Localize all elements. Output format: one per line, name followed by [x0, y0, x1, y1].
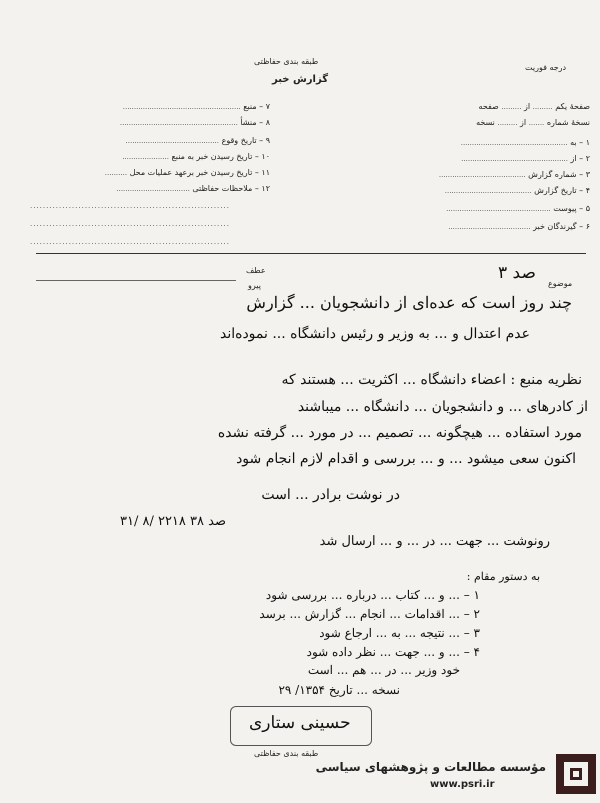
field-label: ۹ – تاریخ وقوع	[221, 136, 270, 145]
classification-label-top: طبقه بندی حفاظتی	[254, 57, 319, 66]
body-line: از کادرهای ... و دانشجویان ... دانشگاه ... میباشند	[297, 399, 588, 415]
body-line: اکنون سعی میشود ... و ... بررسی و اقدام لازم انجام شود	[236, 451, 576, 467]
field-label: ۱۱ – تاریخ رسیدن خبر برعهد عملیات محل	[129, 168, 270, 177]
field-label: ۶ – گیرندگان خبر	[533, 222, 590, 231]
field-to: ۱ – به ................................................	[460, 138, 590, 147]
field-label: ۱۲ – ملاحظات حفاظتی	[192, 184, 270, 193]
copy-line: رونوشت ... جهت ... در ... و ... ارسال شد	[319, 534, 550, 549]
field-from: ۲ – از ................................................	[461, 154, 590, 163]
instruction-footer: نسخه ... تاریخ ۱۳۵۴/ ۲۹	[278, 683, 400, 697]
field-label: ۱ – به	[570, 138, 590, 147]
instruction-item: ۲ – ... اقدامات ... انجام ... گزارش ... برسد	[259, 607, 480, 621]
institute-name: مؤسسه مطالعات و پژوهشهای سیاسی	[315, 760, 546, 774]
signature-text: حسینی ستاری	[249, 713, 351, 733]
ref-line	[36, 280, 236, 281]
field-label: صفحهٔ یکم	[555, 102, 590, 111]
notes-dots: ..............................................................	[30, 202, 230, 210]
instructions-heading: به دستور مقام :	[466, 570, 540, 583]
body-closing: در نوشت برادر ... است	[261, 487, 400, 503]
field-label: ۴ – تاریخ گزارش	[534, 186, 590, 195]
field-label: ۲ – از	[570, 154, 590, 163]
body-line: مورد استفاده ... هیچگونه ... تصمیم ... در مورد ... گرفته نشده	[217, 425, 582, 441]
subject-value: صد ۳	[498, 263, 536, 283]
body-line: نظریه منبع : اعضاء دانشگاه ... اکثریت ... هستند که	[281, 372, 582, 388]
field-origin: ۸ – منشأ .....................................................	[119, 118, 270, 127]
instruction-note: خود وزیر ... در ... هم ... است	[307, 663, 460, 677]
field-label: ۳ – شماره گزارش	[528, 170, 590, 179]
field-copy-number: نسخهٔ شماره ....... از ......... نسخه	[476, 118, 590, 127]
field-extra: از	[523, 102, 531, 111]
field-label: نسخهٔ شماره	[546, 118, 590, 127]
field-label: ۷ – منبع	[243, 102, 270, 111]
field-extra2: صفحه	[478, 102, 499, 111]
signature-stamp	[230, 706, 372, 746]
field-security-notes: ۱۲ – ملاحظات حفاظتی .................................	[116, 184, 270, 193]
body-line: چند روز است که عده‌ای از دانشجویان ... گزارش	[246, 293, 572, 312]
field-occurrence-date: ۹ – تاریخ وقوع ..........................................	[125, 136, 270, 145]
form-title: گزارش خبر	[272, 74, 329, 85]
attachment-label: پیرو	[248, 281, 261, 290]
field-attachment: ۵ – پیوست ...............................................	[446, 204, 590, 213]
field-label: ۱۰ – تاریخ رسیدن خبر به منبع	[171, 152, 270, 161]
field-recipients: ۶ – گیرندگان خبر .....................................	[448, 222, 590, 231]
ref-label: عطف	[246, 266, 266, 275]
priority-label: درجه فوریت	[525, 63, 567, 72]
institute-logo-icon	[556, 754, 596, 794]
field-source: ۷ – منبع .....................................................	[122, 102, 270, 111]
field-page-number: صفحهٔ یکم ......... از ......... صفحه	[478, 102, 590, 111]
subject-label: موضوع	[548, 279, 573, 288]
field-label: ۸ – منشأ	[240, 118, 270, 127]
field-report-date: ۴ – تاریخ گزارش .......................................	[444, 186, 590, 195]
field-report-number: ۳ – شماره گزارش .......................................	[438, 170, 590, 179]
field-date-received-local: ۱۱ – تاریخ رسیدن خبر برعهد عملیات محل ..........	[104, 168, 270, 177]
institute-website[interactable]: www.psri.ir	[430, 779, 495, 790]
instruction-item: ۳ – ... نتیجه ... به ... ارجاع شود	[319, 626, 480, 640]
classification-label-bottom: طبقه بندی حفاظتی	[254, 749, 319, 758]
body-line: عدم اعتدال و ... به وزیر و رئیس دانشگاه ... نموده‌اند	[219, 326, 530, 342]
field-extra2: نسخه	[476, 118, 495, 127]
reference-number: ۳۱/ ۸/ ۲۲۱۸ صد ۳۸	[120, 514, 227, 529]
instruction-item: ۱ – ... و ... کتاب ... درباره ... بررسی شود	[265, 588, 480, 602]
field-date-received-source: ۱۰ – تاریخ رسیدن خبر به منبع .....................	[122, 152, 270, 161]
notes-dots: ..............................................................	[30, 238, 230, 246]
header-divider	[36, 253, 586, 254]
notes-dots: ..............................................................	[30, 220, 230, 228]
field-extra: از	[520, 118, 527, 127]
instruction-item: ۴ – ... و ... جهت ... نظر داده شود	[306, 645, 480, 659]
field-label: ۵ – پیوست	[553, 204, 590, 213]
